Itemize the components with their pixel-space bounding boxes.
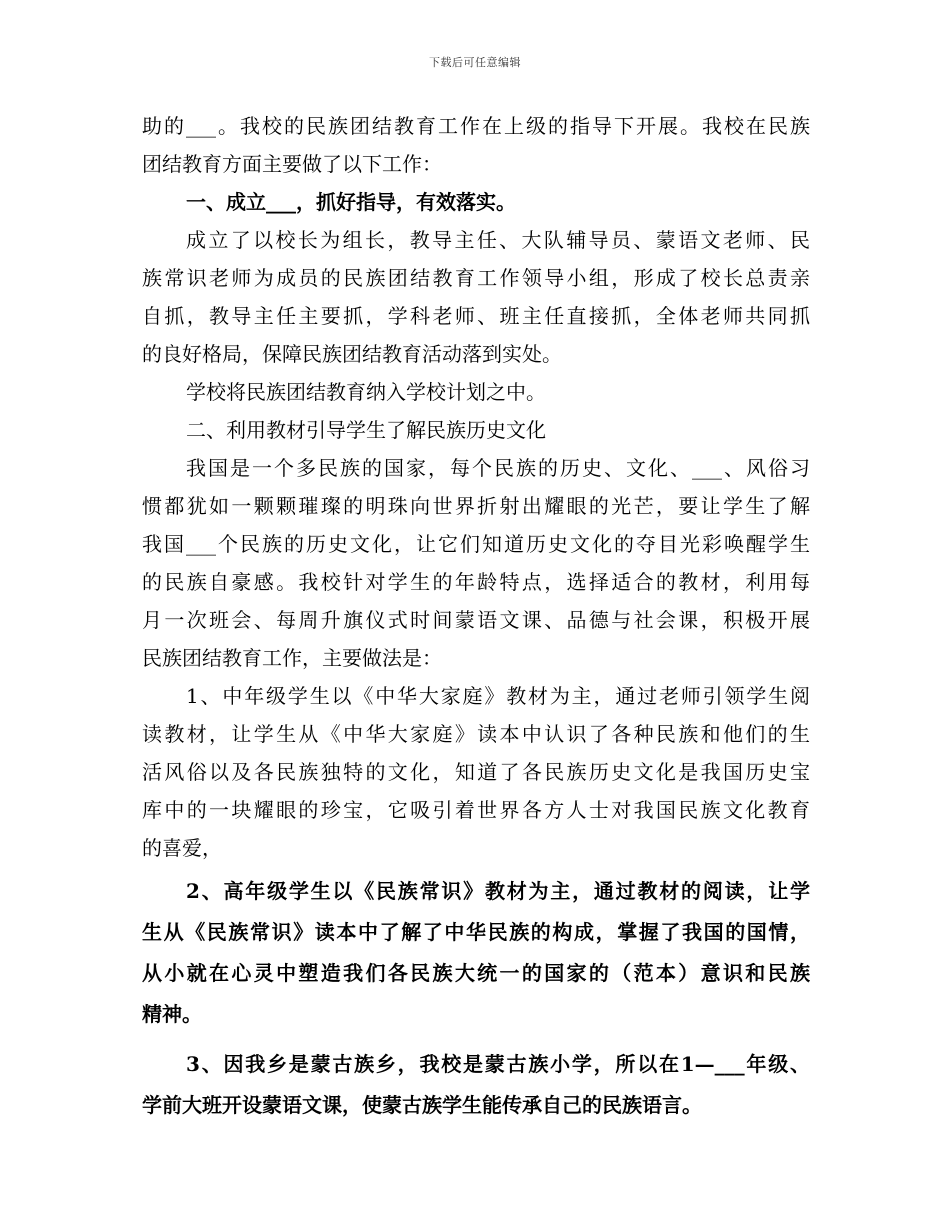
text-line: 成立了以校长为组长，教导主任、大队辅导员、蒙语文老师、民 — [186, 228, 810, 252]
text-line: 学校将民族团结教育纳入学校计划之中。 — [186, 380, 546, 404]
bold-paragraph-line: 学前大班开设蒙语文课，使蒙古族学生能传承自己的民族语言。 — [142, 1093, 702, 1117]
bold-paragraph-line: 3、因我乡是蒙古族乡，我校是蒙古族小学，所以在1—___年级、 — [186, 1052, 810, 1076]
text-line: 团结教育方面主要做了以下工作： — [142, 152, 442, 176]
text-line: 库中的一块耀眼的珍宝，它吸引着世界各方人士对我国民族文化教育 — [142, 798, 810, 822]
text-line: 助的___。我校的民族团结教育工作在上级的指导下开展。我校在民族 — [142, 114, 810, 138]
text-line: 族常识老师为成员的民族团结教育工作领导小组，形成了校长总责亲 — [142, 266, 810, 290]
bold-paragraph-line: 精神。 — [142, 1002, 202, 1026]
text-line: 读教材，让学生从《中华大家庭》读本中认识了各种民族和他们的生 — [142, 722, 810, 746]
text-line: 的良好格局，保障民族团结教育活动落到实处。 — [142, 342, 562, 366]
text-line: 我国___个民族的历史文化，让它们知道历史文化的夺目光彩唤醒学生 — [142, 532, 810, 556]
text-line: 的喜爱， — [142, 836, 222, 860]
text-line: 1、中年级学生以《中华大家庭》教材为主，通过老师引领学生阅 — [186, 684, 810, 708]
section-heading-2: 二、利用教材引导学生了解民族历史文化 — [186, 418, 546, 442]
text-line: 民族团结教育工作，主要做法是： — [142, 646, 442, 670]
document-body — [142, 107, 810, 1126]
text-line: 的民族自豪感。我校针对学生的年龄特点，选择适合的教材，利用每 — [142, 570, 810, 594]
text-line: 惯都犹如一颗颗璀璨的明珠向世界折射出耀眼的光芒，要让学生了解 — [142, 494, 810, 518]
text-line: 自抓，教导主任主要抓，学科老师、班主任直接抓，全体老师共同抓 — [142, 304, 810, 328]
section-heading-1: 一、成立___，抓好指导，有效落实。 — [186, 190, 516, 214]
text-line: 我国是一个多民族的国家，每个民族的历史、文化、___、风俗习 — [186, 456, 810, 480]
page-header: 下载后可任意编辑 — [429, 56, 521, 69]
text-line: 活风俗以及各民族独特的文化，知道了各民族历史文化是我国历史宝 — [142, 760, 810, 784]
bold-paragraph-line: 2、高年级学生以《民族常识》教材为主，通过教材的阅读，让学 — [186, 879, 810, 903]
bold-paragraph-line: 从小就在心灵中塑造我们各民族大统一的国家的（范本）意识和民族 — [142, 961, 810, 985]
text-line: 月一次班会、每周升旗仪式时间蒙语文课、品德与社会课，积极开展 — [142, 608, 810, 632]
bold-paragraph-line: 生从《民族常识》读本中了解了中华民族的构成，掌握了我国的国情， — [142, 920, 810, 944]
